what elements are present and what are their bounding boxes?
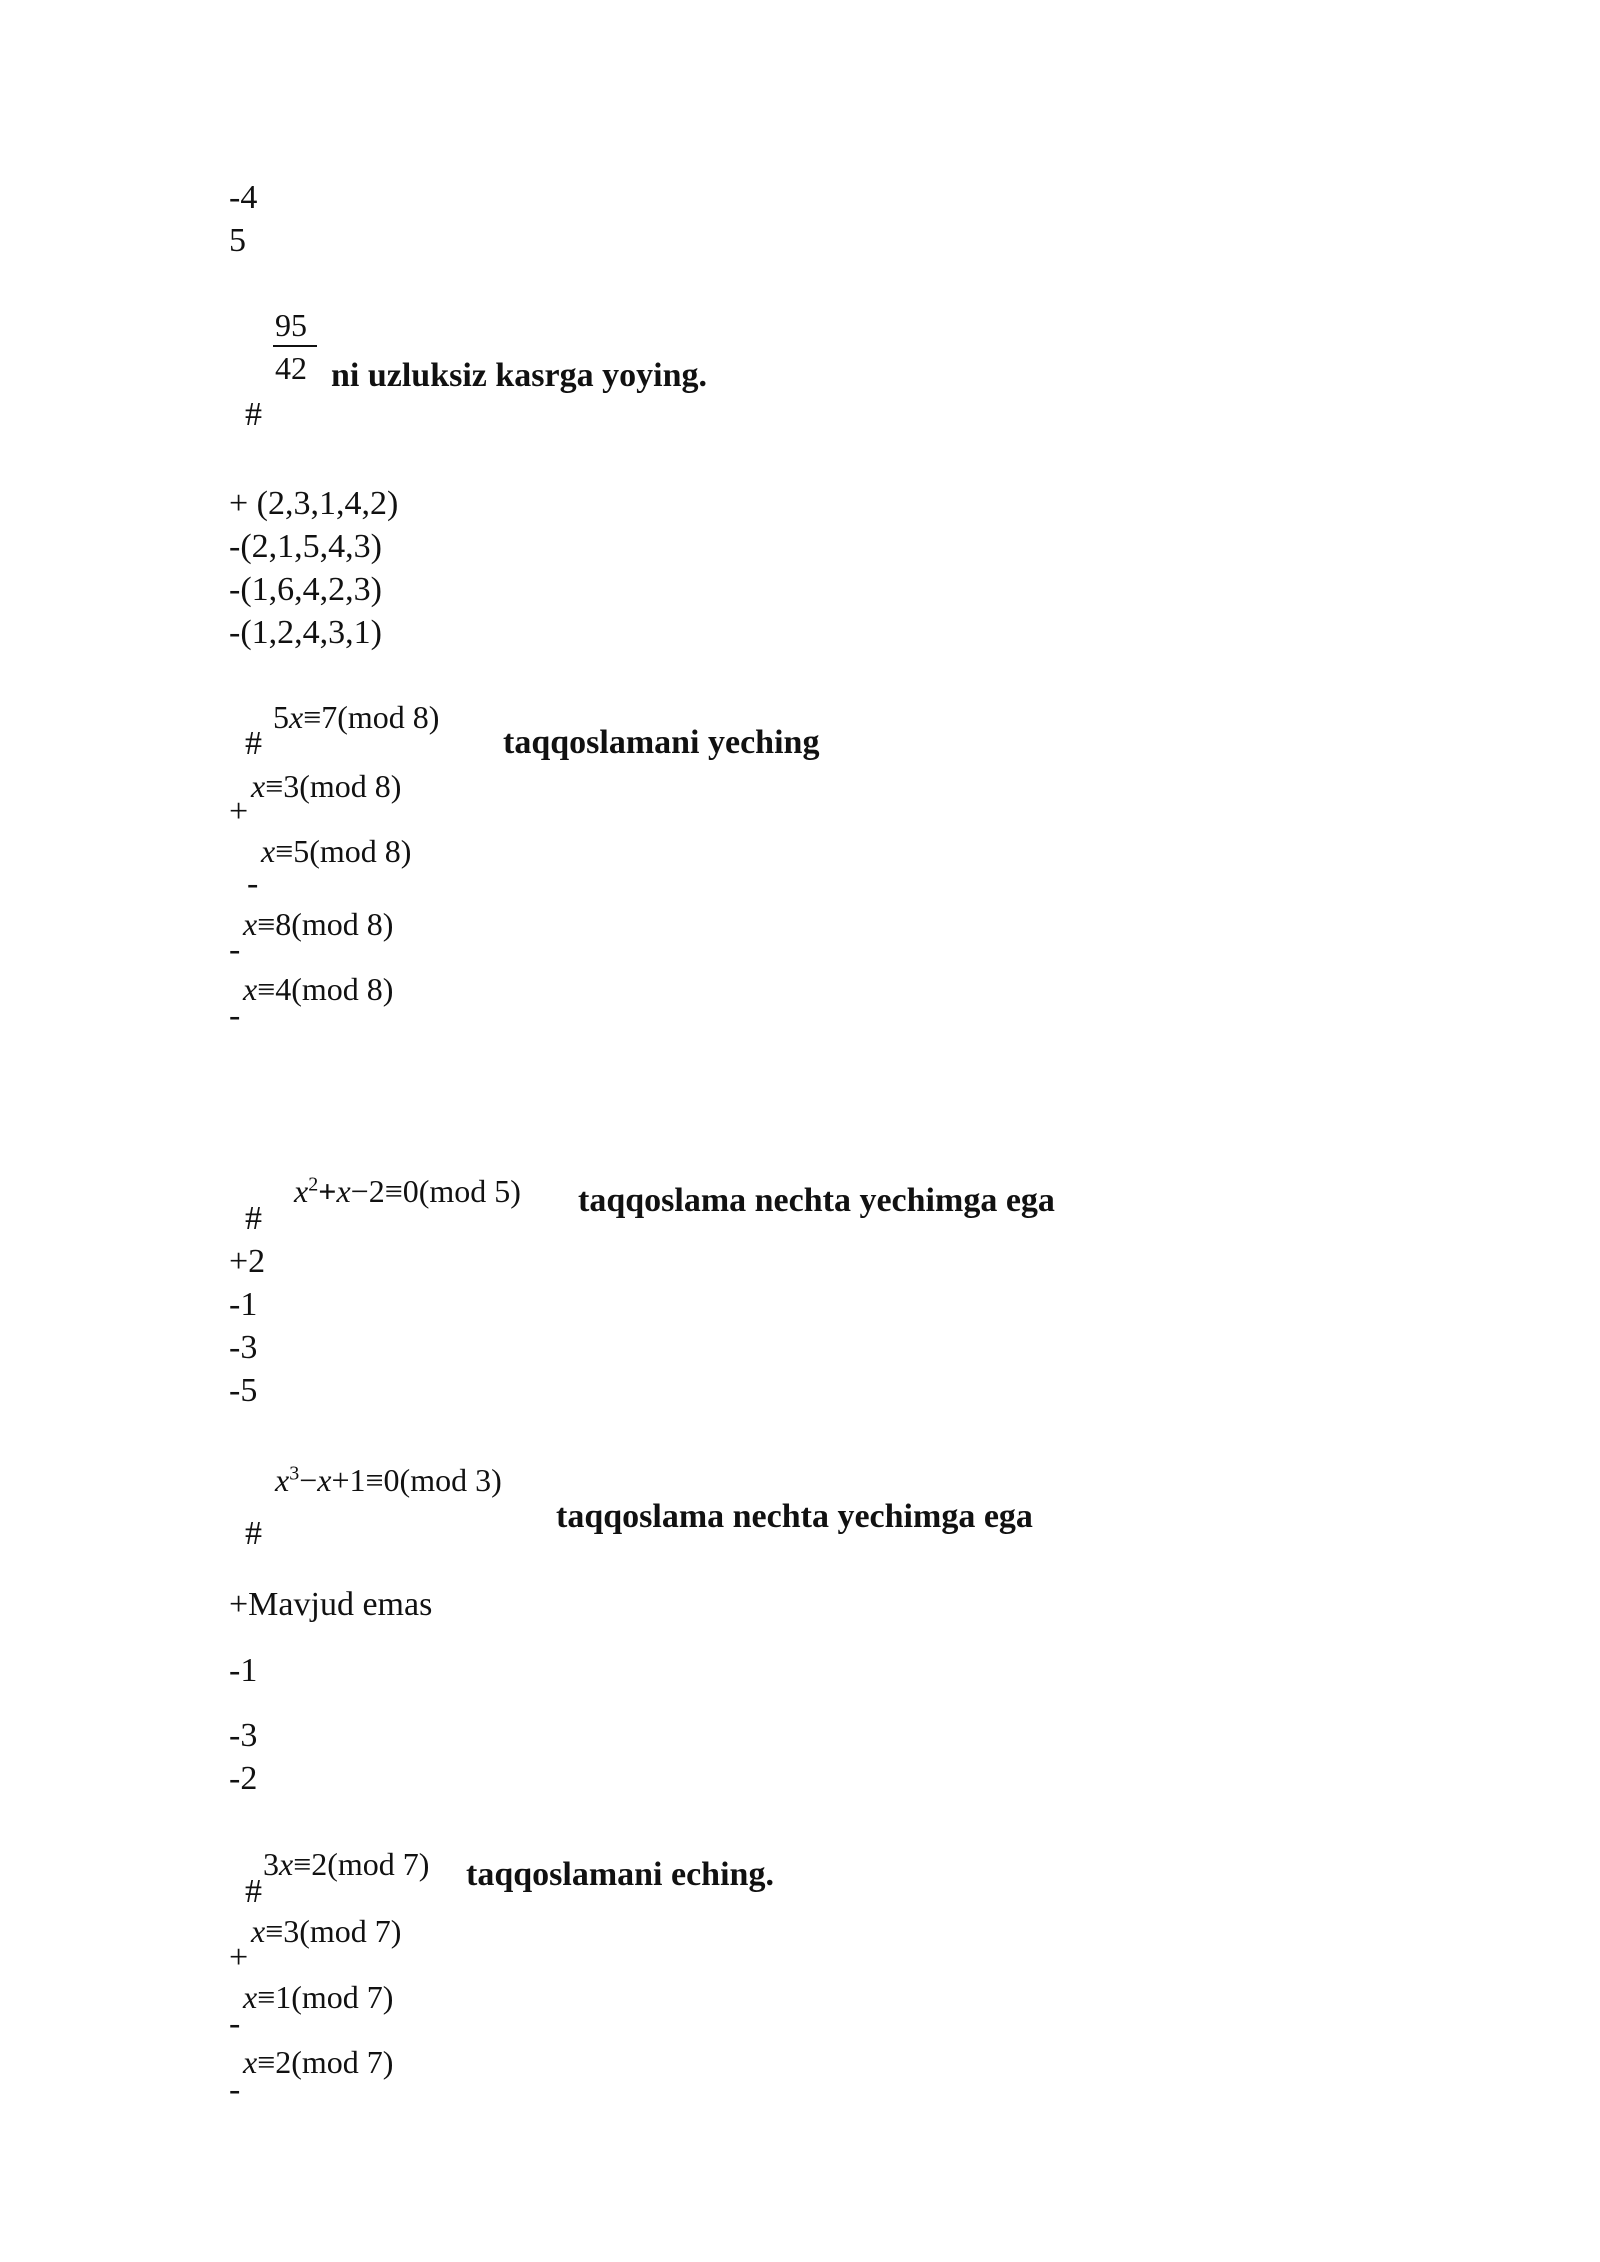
question-marker: #: [245, 1873, 262, 1910]
question-marker: #: [245, 725, 262, 762]
option-mark: -: [229, 997, 241, 1034]
answer-option: -3: [229, 1329, 258, 1366]
question-text: ni uzluksiz kasrga yoying.: [331, 357, 707, 394]
answer-option: -2: [229, 1760, 258, 1797]
question-formula: 5x≡7(mod 8): [273, 699, 440, 735]
question-marker: #: [245, 396, 262, 433]
answer-option: -(2,1,5,4,3): [229, 528, 382, 565]
option-formula: x≡4(mod 8): [243, 971, 394, 1007]
question-text: taqqoslamani yeching: [503, 724, 820, 761]
option-formula: x≡1(mod 7): [243, 1979, 394, 2015]
question-text: taqqoslamani eching.: [466, 1856, 774, 1893]
option-mark: -: [229, 2071, 241, 2108]
answer-option: -1: [229, 1652, 258, 1689]
option-formula: x≡8(mod 8): [243, 906, 394, 942]
answer-option: -1: [229, 1286, 258, 1323]
text-line: 5: [229, 222, 246, 259]
option-formula: x≡2(mod 7): [243, 2044, 394, 2080]
fraction-numerator: 95: [275, 307, 307, 343]
option-formula: x≡3(mod 8): [251, 768, 402, 804]
text-line: -4: [229, 179, 258, 216]
option-mark: -: [229, 2005, 241, 2042]
option-mark: +: [229, 1939, 249, 1976]
question-formula: $x^3-x+1\equiv 0(mod$ 3): [275, 1462, 502, 1498]
question-formula: $x^2+x-2\equiv 0(mod$ 5): [294, 1173, 521, 1209]
answer-option: -(1,2,4,3,1): [229, 614, 382, 651]
option-mark: -: [229, 931, 241, 968]
question-text: taqqoslama nechta yechimga ega: [578, 1182, 1055, 1219]
question-formula: 3x≡2(mod 7): [263, 1846, 430, 1882]
option-mark: -: [247, 865, 259, 902]
question-marker: #: [245, 1200, 262, 1237]
question-marker: #: [245, 1515, 262, 1552]
fraction-bar: [273, 345, 317, 347]
answer-option: -(1,6,4,2,3): [229, 571, 382, 608]
answer-option: + (2,3,1,4,2): [229, 485, 399, 522]
answer-option: +Mavjud emas: [229, 1586, 433, 1623]
question-text: taqqoslama nechta yechimga ega: [556, 1498, 1033, 1535]
fraction-denominator: 42: [275, 350, 307, 386]
option-mark: +: [229, 793, 249, 830]
answer-option: -5: [229, 1372, 258, 1409]
answer-option: -3: [229, 1717, 258, 1754]
option-formula: x≡5(mod 8): [261, 833, 412, 869]
option-formula: x≡3(mod 7): [251, 1913, 402, 1949]
answer-option: +2: [229, 1243, 266, 1280]
